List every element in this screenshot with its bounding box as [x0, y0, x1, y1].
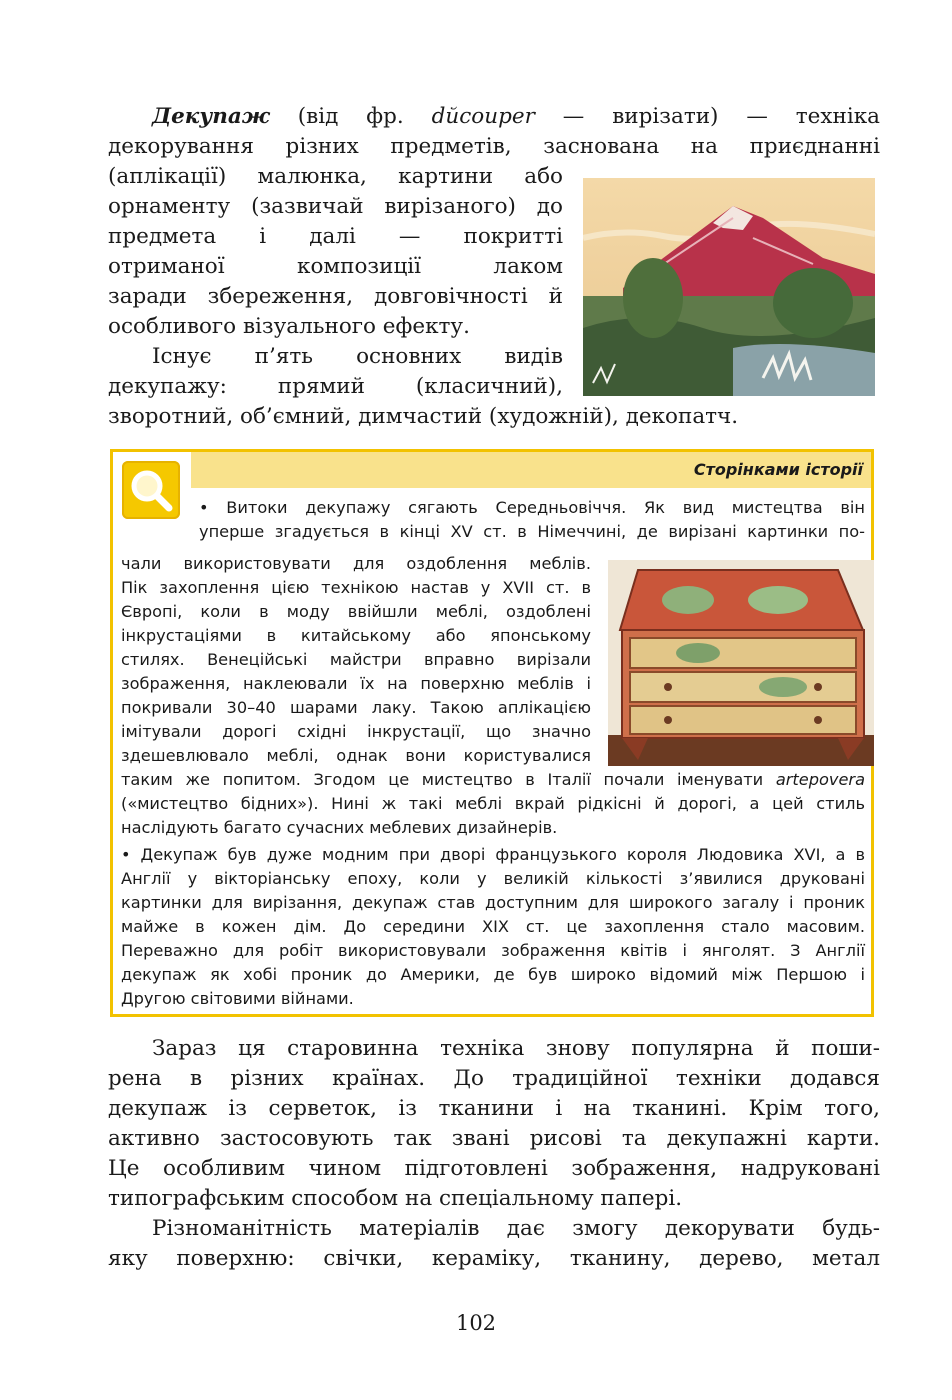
intro-line-11: зворотний, об’ємний, димчастий (художній), декопатч. — [108, 404, 739, 429]
intro-line-6: отриманої композиції лаком — [108, 254, 563, 279]
intro-line-7: заради збереження, довговічності й — [108, 284, 563, 309]
intro-line-9: Існує п’ять основних видів — [152, 344, 563, 369]
intro-line-1: Декупаж (від фр. dйcouper — вирізати) — техніка — [152, 104, 880, 129]
page-number: 102 — [455, 1311, 497, 1335]
intro-paragraph — [108, 102, 880, 162]
foreign-word: dйcouper — [431, 104, 535, 129]
intro-line-5: предмета і далі — покритті — [108, 224, 563, 249]
sidebar-para-1: • Витоки декупажу сягають Середньовіччя. Як вид мистецтва він уперше згадується в кінці XV ст. в Німеччині, де вирізані картинки по- — [199, 498, 865, 541]
intro-line-4: орнаменту (зазвичай вирізаного) до — [108, 194, 563, 219]
foreign-term: artepovera — [775, 770, 865, 789]
search-icon — [122, 461, 180, 519]
decoupage-desk-image — [608, 560, 874, 766]
body-paragraph-2: Різноманітність матеріалів дає змогу декорувати будь- яку поверхню: свічки, кераміку, тканину, дерево, метал — [108, 1216, 880, 1271]
intro-line-10: декупажу: прямий (класичний), — [108, 374, 563, 399]
intro-wrapped — [108, 162, 563, 402]
sidebar-para-1-tail: таким же попитом. Згодом це мистецтво в Італії почали іменувати artepovera («мистецтво бідних»). Нині ж такі меблі вкрай рідкісні й дорогі, а цей стиль наслідують багато сучасних меблевих дизайнерів. — [121, 770, 865, 837]
sidebar-title: Сторінками історії — [693, 460, 863, 479]
body-paragraph-1: Зараз ця старовинна техніка знову популярна й поши- рена в різних країнах. До традиційної техніки додався декупаж із серветок, із тканини і на тканині. Крім того, активно застосовують так звані рисові та декупажні карти. Це особливим чином підготовлені зображення, надруковані типографським способом на спеціальному папері. — [108, 1036, 880, 1211]
intro-line-3: (аплікації) малюнка, картини або — [108, 164, 563, 189]
intro-line-2: декорування різних предметів, заснована на приєднанні — [108, 134, 880, 159]
sidebar-header — [191, 452, 871, 488]
intro-line-8: особливого візуального ефекту. — [108, 314, 470, 339]
sidebar-para-2: • Декупаж був дуже модним при дворі французького короля Людовика XVI, а в Англії у вікторіанську епоху, коли у великій кількості з’явилися друковані картинки для вирізання, декупаж став доступним для широкого загалу і проник майже в кожен дім. До середини XIX ст. це захоплення стало масовим. Переважно для робіт використовували зображення квітів і янголят. З Англії декупаж як хобі проник до Америки, де був широко відомий між Першою і Другою світовими війнами. — [121, 845, 865, 1008]
mountain-decoupage-image — [583, 178, 875, 396]
sidebar-para-1-wrapped: чали використовувати для оздоблення меблів. Пік захоплення цією технікою настав у XVII ст. в Європі, коли в моду ввійшли меблі, оздоблені інкрустаціями в китайському або японському стилях. Венеційські майстри вправно вирізали зображення, наклеювали їх на поверхню меблів і покривали 30–40 шарами лаку. Такою аплікацією імітували дорогі східні інкрустації, що значно здешевлювало меблі, однак вони користувалися — [121, 554, 591, 765]
term-decoupage: Декупаж — [152, 104, 270, 129]
intro-last-line — [108, 402, 880, 432]
